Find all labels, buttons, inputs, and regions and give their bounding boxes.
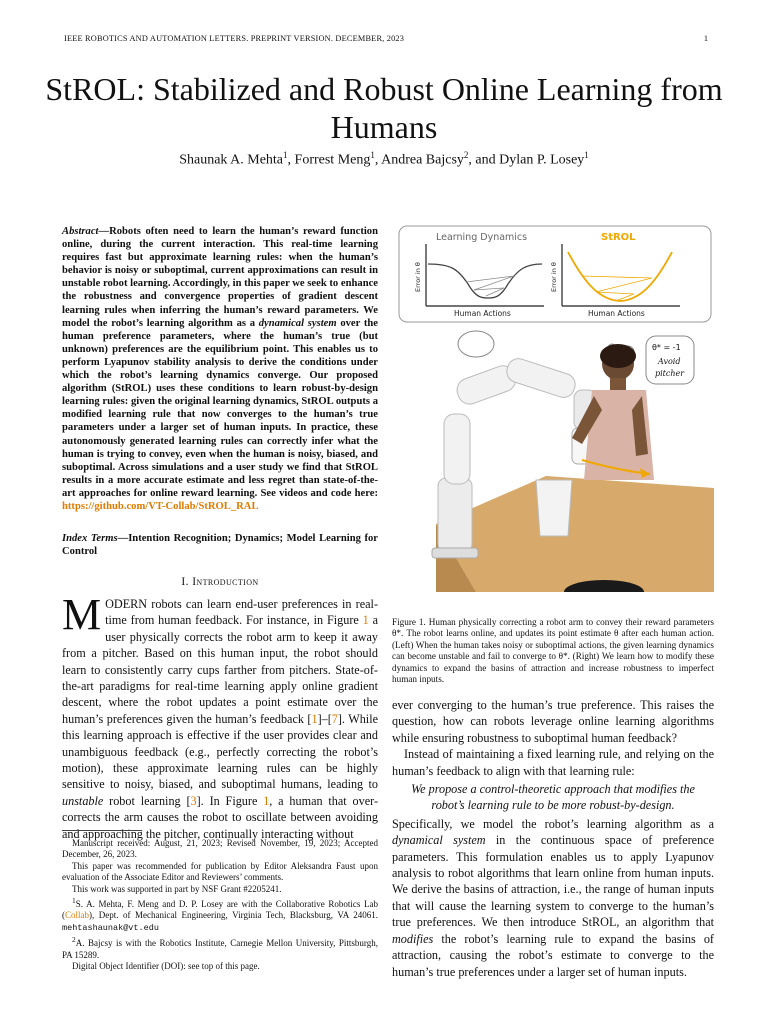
abstract-text: —Robots often need to learn the human’s reward function online, during the current interaction. This real-time learning requires fast but approximate learning rules: when the human’s behavior is noisy or suboptimal, current approximations can result in unstable robot learning. Accordingly, in this paper we seek to enhance the robustness and convergence properties of gradient descent learning rules when inferring the human’s reward parameters. We model the robot’s learning algorithm as a [62, 226, 378, 329]
index-terms-text: —Intention Recognition; Dynamics; Model Learning for Control [62, 533, 378, 558]
intro-text: a user physically corrects the robot arm to keep it away from a pitcher. Based on this human input, the robot should learn to consistently carry cups farther from pitchers. State-of-the-art paradigms for real-time learning apply online gradient descent, where the robot updates a point estimate over the human’s preferences given the human’s feedback [ [62, 613, 378, 726]
abstract-label: Abstract [62, 226, 99, 237]
section-heading [62, 576, 378, 588]
citation-link[interactable]: 1 [311, 711, 318, 726]
caption-text: Human physically correcting a robot arm to convey their reward parameters θ*. The robot learns online, and updates its point estimate θ after each human action. (Left) When the human takes noisy or suboptimal actions, the given learning dynamics can become unstable and fail to converge to θ*. (Right) We learn how to modify these dynamics to expand the basins of attraction and increase robustness to imperfect human inputs. [392, 617, 714, 685]
right-column-text [392, 697, 714, 980]
footnote-mark: 1 [72, 896, 76, 906]
paragraph-text: in the continuous space of preference parameters. This formulation enables us to apply Lyapunov analysis to robot algorithms that learn online from human inputs. We derive the basins of attraction, i.e., the range of human inputs that will cause the learning system to converge to the human’s true preferences. We then introduce StROL, an algorithm that [392, 833, 715, 930]
right-y-label: Error in θ [550, 262, 558, 292]
author-affiliation: 2 [463, 150, 469, 160]
section-title: Introduction [192, 576, 259, 588]
figure-1-illustration [396, 224, 714, 592]
footnote-text: A. Bajcsy is with the Robotics Institute, Carnegie Mellon University, Pittsburgh, PA 15289. [62, 938, 378, 960]
caption-label: Figure 1. [392, 617, 426, 627]
author-affiliation: 1 [584, 150, 589, 160]
left-x-label: Human Actions [454, 309, 511, 318]
abstract-text: over the human preference parameters, where the human’s true (but unknown) preferences are the equilibrium point. This enables us to perform Lyapunov stability analysis to derive the conditions under which the robot’s learning dynamics converge. Our proposed algorithm (StROL) uses these conditions to learn robust-by-design learning rules: given the original learning dynamics, StROL outputs a modified learning rule that now converges to the human’s true parameters under a larger set of human inputs. In practice, these autonomously generated learning rules can correctly infer what the human is trying to convey, even when the human is noisy, biased, and suboptimal. Across simulations and a user study we find that StROL results in a more accurate estimate and less regret than state-of-the-art approaches for online reward learning. See videos and code here: [62, 317, 378, 499]
index-terms-label: Index Terms [62, 533, 118, 544]
footnote-text: ), Dept. of Mechanical Engineering, Virginia Tech, Blacksburg, VA 24061. [89, 910, 378, 921]
author-separator: , [374, 152, 382, 168]
paragraph-text: Specifically, we model the robot’s learning algorithm as a [392, 816, 714, 831]
running-header: IEEE ROBOTICS AND AUTOMATION LETTERS. PREPRINT VERSION. DECEMBER, 2023 [64, 34, 405, 43]
index-terms [62, 532, 378, 558]
page-number: 1 [703, 34, 708, 43]
footnotes [62, 838, 378, 972]
paragraph: Instead of maintaining a fixed learning rule, and relying on the human’s feedback to align with that learning rule: [392, 747, 714, 778]
author-name: Forrest Meng [294, 152, 371, 168]
thought-bubble [458, 331, 494, 357]
figure-ref-link[interactable]: 1 [263, 793, 270, 808]
intro-text: ]. In Figure [196, 793, 264, 808]
intro-emphasis: unstable [62, 793, 104, 808]
avoid-label: Avoid [658, 357, 681, 366]
figure-1 [396, 224, 714, 592]
author-separator: , and [468, 152, 500, 168]
author-affiliation: 1 [283, 150, 288, 160]
footnote-recommended: This paper was recommended for publication by Editor Aleksandra Faust upon evaluation of the Associate Editor and Reviewers’ comments. [62, 860, 378, 883]
left-plot-title: Learning Dynamics [436, 232, 528, 243]
pitcher [536, 480, 572, 536]
paragraph: ever converging to the human’s true preference. This raises the question, how can robots leverage online learning algorithms while ensuring robustness to suboptimal human feedback? [392, 698, 714, 745]
intro-lead: ODERN [105, 597, 148, 611]
author-list [40, 150, 728, 169]
theta-star-label: θ* = -1 [652, 343, 681, 352]
author-name: Dylan P. Losey [499, 152, 585, 168]
footnote-text: S. A. Mehta, F. Meng and D. P. Losey are with the Collaborative Robotics Lab ( [62, 899, 378, 921]
footnote-support: This work was supported in part by NSF Grant #2205241. [72, 883, 282, 894]
lab-link[interactable]: Collab [65, 910, 89, 921]
footnote-doi: Digital Object Identifier (DOI): see top of this page. [72, 961, 260, 972]
section-number: I. [181, 576, 189, 588]
abstract-emphasis: dynamical system [258, 317, 337, 329]
intro-paragraph [62, 590, 378, 842]
left-y-label: Error in θ [414, 262, 422, 292]
figure-ref-link[interactable]: 1 [362, 613, 369, 628]
right-plot-title: StROL [601, 232, 636, 243]
figure-caption [392, 617, 714, 685]
citation-link[interactable]: 7 [331, 711, 338, 726]
paragraph [392, 816, 714, 980]
footnote-affiliation-1 [62, 895, 378, 934]
key-statement: We propose a control-theoretic approach that modifies the robot’s learning rule to be more robust-by-design. [411, 782, 695, 813]
footnote-affiliation-2 [62, 934, 378, 961]
paragraph-text: the robot’s learning rule to expand the basins of attraction, causing the robot’s estimate to converge to the human’s true preferences under a larger set of human inputs. [392, 931, 714, 979]
intro-text: ]. While this learning approach is effective if the user provides clear and unambiguous feedback (e.g., perfectly correcting the robot’s motion), these approximate learning rules can be highly sensitive to noisy, biased, and suboptimal humans, leading to [62, 711, 378, 792]
wooden-table [436, 476, 714, 592]
paragraph-emphasis: dynamical system [392, 833, 486, 848]
drop-cap: M [62, 590, 102, 639]
intro-text: robots can learn end-user preferences in real-time from human feedback. For instance, in Figure [105, 597, 378, 628]
intro-text: ]–[ [317, 711, 332, 726]
author-name: Andrea Bajcsy [381, 152, 464, 168]
author-separator: , [287, 152, 295, 168]
right-x-label: Human Actions [588, 309, 645, 318]
email-address: mehtashaunak@vt.edu [62, 922, 159, 933]
intro-text: , a human that over-corrects the arm causes the robot to oscillate between avoiding and approaching the pitcher, continually interacting without [62, 793, 378, 841]
abstract [62, 225, 378, 513]
paper-title: StROL: Stabilized and Robust Online Learning from Humans [45, 71, 723, 145]
code-link[interactable]: https://github.com/VT-Collab/StROL_RAL [62, 500, 259, 512]
author-name: Shaunak A. Mehta [179, 152, 284, 168]
footnote-divider [62, 830, 142, 831]
author-affiliation: 1 [370, 150, 375, 160]
footnote-mark: 2 [72, 935, 76, 945]
paragraph-emphasis: modifies [392, 931, 434, 946]
pitcher-label: pitcher [655, 369, 685, 378]
citation-link[interactable]: 3 [190, 793, 197, 808]
footnote-received: Manuscript received: August, 21, 2023; Revised November, 19, 2023; Accepted December, 26, 2023. [62, 838, 378, 860]
intro-text: robot learning [ [103, 793, 191, 808]
